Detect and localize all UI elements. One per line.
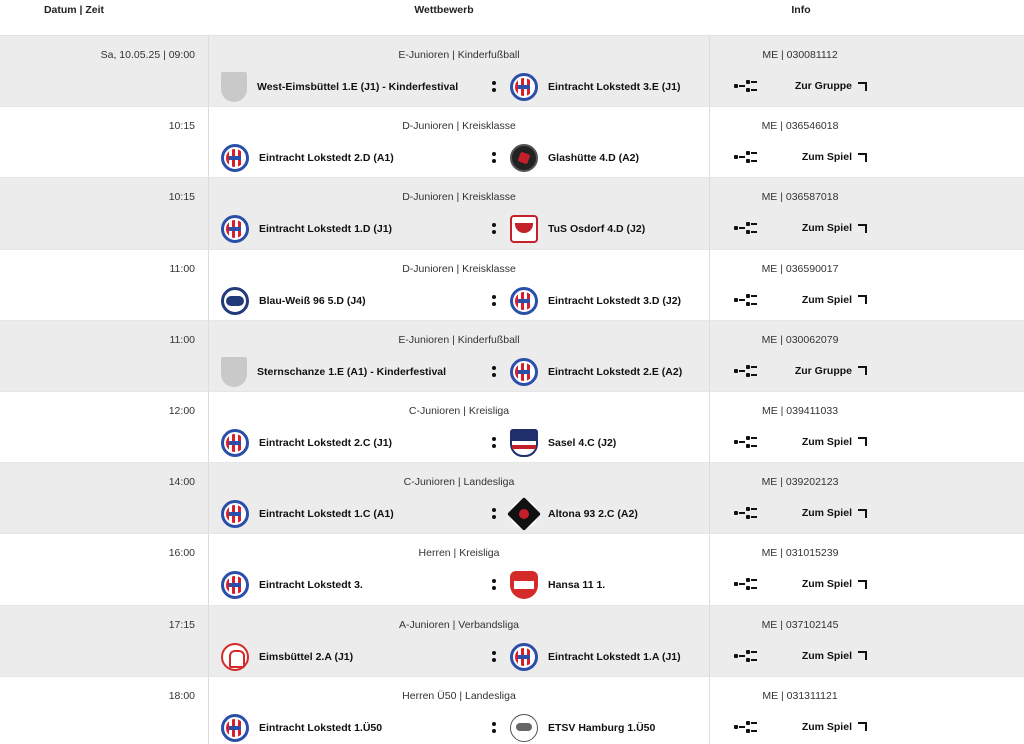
home-team-name[interactable]: Eimsbüttel 2.A (J1)	[259, 650, 354, 663]
match-details-icon[interactable]	[734, 578, 758, 590]
match-details-icon[interactable]	[734, 365, 758, 377]
score-separator-icon	[491, 436, 497, 450]
match-row	[0, 178, 1024, 249]
score-separator-icon	[491, 151, 497, 165]
match-info-cell	[710, 321, 1024, 391]
away-team-name[interactable]: Eintracht Lokstedt 3.D (J2)	[548, 294, 682, 307]
match-details-icon[interactable]	[734, 294, 758, 306]
competition-label: C-Junioren | Kreisliga	[408, 404, 510, 417]
away-team-name[interactable]: Eintracht Lokstedt 1.A (J1)	[548, 650, 681, 663]
match-code: ME | 030062079	[761, 333, 839, 346]
blau-weiss-96-logo	[221, 287, 249, 315]
match-competition-cell	[208, 677, 710, 744]
match-row	[0, 321, 1024, 392]
competition-label: D-Junioren | Kreisklasse	[402, 262, 516, 275]
eintracht-lokstedt-logo	[510, 643, 538, 671]
away-team-name[interactable]: Hansa 11 1.	[548, 579, 606, 592]
match-link[interactable]	[802, 218, 867, 238]
match-row	[0, 606, 1024, 677]
competition-label: D-Junioren | Kreisklasse	[402, 191, 516, 204]
eintracht-lokstedt-logo	[510, 287, 538, 315]
match-code: ME | 039411033	[761, 404, 839, 417]
external-arrow-icon	[858, 366, 867, 375]
competition-label: E-Junioren | Kinderfußball	[398, 49, 520, 61]
tus-osdorf-logo	[510, 215, 538, 243]
match-info-cell	[710, 250, 1024, 320]
altona-93-logo	[510, 500, 538, 528]
match-row	[0, 392, 1024, 463]
match-row	[0, 677, 1024, 744]
match-code: ME | 031015239	[761, 547, 839, 560]
away-team-name[interactable]: TuS Osdorf 4.D (J2)	[548, 223, 646, 236]
match-link[interactable]	[802, 147, 867, 167]
match-code: ME | 036590017	[761, 262, 839, 275]
score-separator-icon	[491, 578, 497, 592]
score-separator-icon	[491, 80, 497, 94]
match-competition-cell	[208, 463, 710, 533]
match-link-label[interactable]: Zum Spiel	[801, 578, 852, 591]
match-info-cell	[710, 107, 1024, 177]
match-code: ME | 031311121	[762, 689, 838, 702]
match-time: 11:00	[169, 333, 195, 346]
match-info-cell	[710, 677, 1024, 744]
home-team-name[interactable]: Eintracht Lokstedt 1.D (J1)	[259, 223, 393, 236]
home-team[interactable]	[221, 499, 394, 529]
away-team-name[interactable]: Eintracht Lokstedt 2.E (A2)	[548, 365, 683, 378]
score-separator-icon	[491, 294, 497, 308]
header-info: Info	[791, 3, 811, 16]
match-time: 18:00	[168, 689, 195, 702]
match-code: ME | 036546018	[761, 120, 839, 133]
eimsbuettel-logo	[221, 643, 249, 671]
match-info-cell	[710, 534, 1024, 604]
home-team-name[interactable]: Eintracht Lokstedt 2.D (A1)	[259, 152, 394, 165]
competition-label: E-Junioren | Kinderfußball	[398, 333, 520, 346]
away-team-name[interactable]: ETSV Hamburg 1.Ü50	[548, 721, 656, 734]
match-competition-cell	[208, 36, 710, 106]
away-team[interactable]	[510, 642, 681, 672]
match-row	[0, 107, 1024, 178]
match-link[interactable]	[802, 574, 867, 594]
external-arrow-icon	[858, 153, 867, 162]
match-competition-cell	[208, 321, 710, 391]
home-team[interactable]	[221, 72, 458, 102]
home-team[interactable]	[221, 713, 382, 743]
home-team[interactable]	[221, 357, 446, 387]
hansa-11-logo	[510, 571, 538, 599]
eintracht-lokstedt-logo	[221, 144, 249, 172]
match-code: ME | 036587018	[761, 191, 839, 204]
home-team[interactable]	[221, 642, 353, 672]
eintracht-lokstedt-logo	[221, 571, 249, 599]
match-time: 10:15	[168, 120, 195, 133]
home-team-name[interactable]: Eintracht Lokstedt 2.C (J1)	[259, 436, 393, 449]
home-team[interactable]	[221, 286, 366, 316]
match-time: 10:15	[168, 191, 195, 204]
match-link[interactable]	[802, 717, 867, 737]
match-details-icon[interactable]	[734, 436, 758, 448]
match-row	[0, 250, 1024, 321]
away-team[interactable]	[510, 357, 682, 387]
competition-label: Herren Ü50 | Landesliga	[402, 689, 516, 702]
match-info-cell	[710, 463, 1024, 533]
match-link-label[interactable]: Zum Spiel	[801, 293, 852, 306]
external-arrow-icon	[858, 509, 867, 518]
match-competition-cell	[208, 250, 710, 320]
eintracht-lokstedt-logo	[221, 215, 249, 243]
external-arrow-icon	[858, 437, 867, 446]
eintracht-lokstedt-logo	[510, 358, 538, 386]
home-team[interactable]	[221, 214, 392, 244]
away-team[interactable]	[510, 214, 645, 244]
home-team-name[interactable]: Eintracht Lokstedt 1.C (A1)	[259, 508, 394, 521]
match-link-label[interactable]: Zur Gruppe	[794, 364, 852, 377]
match-link[interactable]	[802, 646, 867, 666]
match-row	[0, 36, 1024, 107]
match-link-label[interactable]: Zur Gruppe	[794, 80, 852, 92]
away-team[interactable]	[510, 428, 616, 458]
score-separator-icon	[491, 222, 497, 236]
placeholder-shield-icon	[221, 72, 247, 102]
glashuette-logo	[510, 144, 538, 172]
match-link-label[interactable]: Zum Spiel	[801, 720, 852, 733]
header-competition: Wettbewerb	[414, 3, 474, 16]
home-team[interactable]	[221, 143, 394, 173]
match-code: ME | 037102145	[761, 618, 839, 631]
match-details-icon[interactable]	[734, 151, 758, 163]
match-time: 12:00	[168, 404, 195, 417]
external-arrow-icon	[858, 651, 867, 660]
eintracht-lokstedt-logo	[510, 73, 538, 101]
match-link[interactable]	[795, 361, 867, 381]
match-list	[0, 36, 1024, 744]
away-team[interactable]	[510, 286, 681, 316]
away-team[interactable]	[510, 570, 605, 600]
eintracht-lokstedt-logo	[221, 714, 249, 742]
match-link[interactable]	[802, 432, 867, 452]
match-competition-cell	[208, 606, 710, 676]
competition-label: D-Junioren | Kreisklasse	[402, 120, 516, 133]
match-link[interactable]	[802, 503, 867, 523]
match-competition-cell	[208, 392, 710, 462]
etsv-hamburg-logo	[510, 714, 538, 742]
away-team-name[interactable]: Altona 93 2.C (A2)	[548, 508, 638, 521]
match-code: ME | 030081112	[762, 49, 838, 61]
match-link-label[interactable]: Zum Spiel	[801, 222, 852, 235]
match-time: 16:00	[168, 547, 195, 560]
home-team-name[interactable]: Sternschanze 1.E (A1) - Kinderfestival	[257, 365, 447, 378]
match-time: 17:15	[168, 618, 195, 631]
match-details-icon[interactable]	[734, 721, 758, 733]
table-header	[0, 0, 1024, 36]
match-info-cell	[710, 392, 1024, 462]
match-info-cell	[710, 178, 1024, 248]
match-link[interactable]	[795, 76, 867, 96]
match-row	[0, 534, 1024, 605]
home-team[interactable]	[221, 428, 392, 458]
header-date: Datum | Zeit	[43, 3, 105, 16]
competition-label: C-Junioren | Landesliga	[403, 476, 515, 489]
external-arrow-icon	[858, 224, 867, 233]
match-code: ME | 039202123	[761, 476, 839, 489]
away-team[interactable]	[510, 713, 655, 743]
home-team[interactable]	[221, 570, 363, 600]
away-team[interactable]	[510, 143, 639, 173]
away-team-name[interactable]: Eintracht Lokstedt 3.E (J1)	[548, 81, 681, 93]
home-team-name[interactable]: Eintracht Lokstedt 3.	[259, 579, 363, 592]
score-separator-icon	[491, 365, 497, 379]
away-team-name[interactable]: Sasel 4.C (J2)	[548, 436, 617, 449]
match-time: 14:00	[168, 476, 195, 489]
away-team[interactable]	[510, 499, 638, 529]
match-link-label[interactable]: Zum Spiel	[801, 151, 852, 164]
eintracht-lokstedt-logo	[221, 500, 249, 528]
match-info-cell	[710, 606, 1024, 676]
home-team-name[interactable]: Eintracht Lokstedt 1.Ü50	[259, 721, 383, 734]
home-team-name[interactable]: West-Eimsbüttel 1.E (J1) - Kinderfestival	[257, 81, 459, 93]
match-competition-cell	[208, 178, 710, 248]
score-separator-icon	[491, 650, 497, 664]
external-arrow-icon	[858, 82, 867, 91]
match-link[interactable]	[802, 290, 867, 310]
match-link-label[interactable]: Zum Spiel	[801, 507, 852, 520]
home-team-name[interactable]: Blau-Weiß 96 5.D (J4)	[259, 294, 366, 307]
score-separator-icon	[491, 507, 497, 521]
match-link-label[interactable]: Zum Spiel	[801, 649, 852, 662]
external-arrow-icon	[858, 295, 867, 304]
tsv-sasel-logo	[510, 429, 538, 457]
match-competition-cell	[208, 534, 710, 604]
external-arrow-icon	[858, 580, 867, 589]
match-time: 11:00	[169, 262, 195, 275]
placeholder-shield-icon	[221, 357, 247, 387]
match-competition-cell	[208, 107, 710, 177]
score-separator-icon	[491, 721, 497, 735]
away-team-name[interactable]: Glashütte 4.D (A2)	[548, 152, 640, 165]
match-details-icon[interactable]	[734, 222, 758, 234]
match-row	[0, 463, 1024, 534]
match-details-icon[interactable]	[734, 650, 758, 662]
match-time: Sa, 10.05.25 | 09:00	[100, 49, 195, 61]
match-info-cell	[710, 36, 1024, 106]
match-details-icon[interactable]	[734, 80, 758, 92]
competition-label: Herren | Kreisliga	[418, 547, 500, 560]
match-details-icon[interactable]	[734, 507, 758, 519]
competition-label: A-Junioren | Verbandsliga	[398, 618, 520, 631]
external-arrow-icon	[858, 722, 867, 731]
eintracht-lokstedt-logo	[221, 429, 249, 457]
match-link-label[interactable]: Zum Spiel	[801, 435, 852, 448]
away-team[interactable]	[510, 72, 680, 102]
